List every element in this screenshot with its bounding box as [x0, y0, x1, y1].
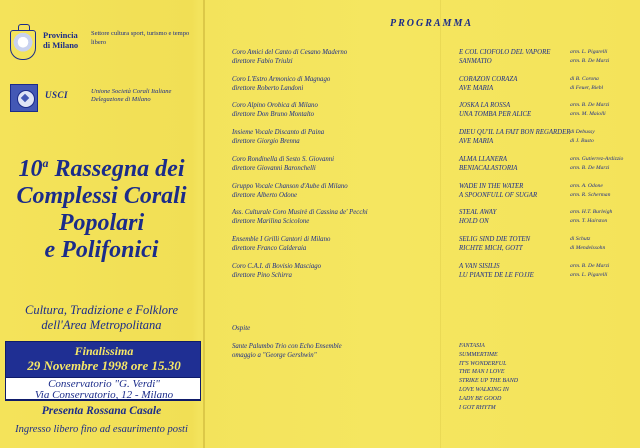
choir-name-line: [232, 262, 437, 271]
song-arranger: arm. Gutierrez-Ardizzio: [570, 155, 624, 162]
song-title: SANMATIO: [459, 58, 492, 65]
event-title: [0, 150, 203, 264]
usci-logo-icon: [10, 84, 38, 112]
song-arranger: arm. T. Hairston: [570, 218, 608, 225]
choir-director: direttore Fabio Triulzi: [232, 58, 293, 65]
choir-director: direttore Marilina Scicolone: [232, 218, 310, 226]
choir-songs: [459, 101, 634, 119]
song-row: [459, 155, 634, 164]
subtitle-line-2: dell'Area Metropolitana: [41, 318, 162, 332]
choir-place: di Bovisio Masciago: [263, 262, 322, 270]
song-arranger: arm. L. Pigarelli: [570, 49, 608, 55]
choir-name: Coro Rondinella: [232, 155, 278, 163]
song-title: BENIACALASTORIA: [459, 164, 518, 172]
ospite-label: Ospite: [232, 324, 251, 332]
cover-panel: [0, 0, 203, 448]
choir-entry: [232, 128, 437, 146]
song-row: [459, 262, 634, 271]
admission-note: Ingresso libero fino ad esaurimento posti: [15, 424, 188, 435]
song-arranger: di Mendelssohn: [570, 244, 606, 251]
choir-director: direttore Pino Schirra: [232, 271, 292, 279]
fold-line: [203, 0, 205, 448]
title-line-2: Complessi Corali: [16, 183, 187, 209]
choir-place: di Cassina de' Pecchi: [307, 209, 368, 217]
choir-name: Ass. Culturale Coro Musirè: [232, 209, 308, 217]
choir-director: direttore Giorgio Brenna: [232, 138, 300, 146]
choir-name: Ensemble I Grilli Cantori: [232, 235, 303, 243]
song-arranger: di B. Corona: [570, 75, 599, 82]
song-arranger: di Debussy: [570, 129, 595, 136]
title-line-4: e Polifonici: [44, 237, 159, 263]
choir-songs: [459, 208, 634, 226]
song-row: [459, 182, 634, 191]
choir-name-line: [232, 101, 437, 110]
choir-name: Gruppo Vocale Chanson d'Aube: [232, 182, 320, 190]
choir-name-line: [232, 182, 437, 191]
gershwin-song: THE MAN I LOVE: [459, 369, 505, 376]
song-title: A VAN SISILIS: [459, 262, 500, 270]
provincia-crest-icon: [10, 30, 36, 60]
song-row: [459, 48, 634, 57]
choir-entry: [232, 262, 437, 280]
programma-heading: PROGRAMMA: [390, 18, 474, 29]
song-row: [459, 191, 634, 200]
song-arranger: di J. Busto: [570, 138, 594, 145]
choir-place: di Milano: [319, 182, 348, 190]
song-title: AVE MARIA: [459, 84, 494, 92]
venue-box: [5, 377, 201, 400]
choir-place: di Milano: [289, 102, 318, 110]
song-row: [459, 84, 634, 93]
song-arranger: arm. B. De Marzi: [570, 58, 610, 64]
provincia-name: Provincia di Milano: [43, 30, 79, 50]
song-title: JOSKA LA ROSSA: [459, 102, 511, 110]
song-arranger: arm. R. Scherman: [570, 191, 611, 198]
choir-name-line: [232, 48, 437, 57]
song-row: [459, 217, 634, 226]
choir-name-line: [232, 208, 437, 217]
choir-entry: [232, 48, 437, 66]
song-title: RICHTE MICH, GOTT: [459, 244, 523, 252]
song-arranger: arm. M. Maiolli: [570, 111, 606, 118]
gershwin-song: SUMMERTIME: [459, 351, 498, 358]
song-row: [459, 137, 634, 146]
title-line-1: Rassegna dei: [48, 156, 185, 182]
gershwin-song: LOVE WALKING IN: [459, 386, 509, 393]
song-title: LU PIANTE DE LE FOJJE: [459, 271, 534, 279]
song-row: [459, 208, 634, 217]
usci-acronym: USCI: [45, 90, 69, 100]
choir-name-line: [232, 128, 437, 137]
choir-place: di Paina: [299, 129, 325, 137]
choir-songs: [459, 155, 634, 173]
choir-place: di Sesto S. Giovanni: [277, 155, 335, 163]
choir-director: direttore Roberto Landoni: [232, 84, 304, 92]
song-row: [459, 164, 634, 173]
choir-name: Coro C.A.I.: [232, 262, 264, 270]
title-number: 10: [18, 156, 43, 182]
finalissima-label: Finalissima: [74, 344, 134, 358]
choir-songs: [459, 262, 634, 280]
song-title: AVE MARIA: [459, 138, 494, 146]
ospite-line-2: omaggio a "George Gershwin": [232, 352, 317, 359]
gershwin-song: LADY BE GOOD: [459, 395, 502, 402]
choir-songs: [459, 128, 634, 146]
song-arranger: arm. A. Odone: [570, 182, 603, 189]
song-title: ALMA LLANERA: [459, 155, 508, 163]
song-arranger: di Schutz: [570, 235, 591, 242]
usci-description: Unione Società Corali Italiane Delegazione di Milano: [91, 88, 172, 103]
fold-line: [440, 0, 441, 448]
song-row: [459, 75, 634, 84]
song-arranger: arm. L. Pigarelli: [570, 271, 608, 278]
presenter: Presenta Rossana Casale: [41, 405, 162, 417]
song-title: CORAZON CORAZA: [459, 75, 518, 83]
choir-songs: [459, 75, 634, 93]
choir-name: Coro L'Estro Armonico: [232, 75, 296, 83]
song-row: [459, 110, 634, 119]
choir-place: di Milano: [302, 235, 331, 243]
event-date-time: 29 Novembre 1998 ore 15.30: [27, 358, 181, 373]
song-title: HOLD ON: [459, 218, 489, 226]
song-title: WADE IN THE WATER: [459, 182, 524, 190]
gershwin-song: IT'S WONDERFUL: [459, 360, 507, 367]
song-row: [459, 128, 634, 137]
song-title: DIEU QU'IL LA FAIT BON REGARDER: [459, 129, 571, 137]
choir-entry: [232, 235, 437, 253]
choir-name-line: [232, 235, 437, 244]
ospite-line-1: Sante Palumbo Trio con Echo Ensemble: [232, 343, 342, 350]
choir-entry: [232, 155, 437, 173]
provincia-sector: Settore cultura sport, turismo e tempo libero: [91, 30, 190, 46]
choir-director: direttore Don Bruno Montalto: [232, 111, 314, 119]
song-title: E COL CIOFOLO DEL VAPORE: [459, 49, 551, 56]
gershwin-song: STRIKE UP THE BAND: [459, 378, 519, 385]
choir-director: direttore Alberto Odone: [232, 191, 298, 199]
subtitle-line-1: Cultura, Tradizione e Folklore: [24, 303, 178, 317]
gershwin-song: FANTASIA: [459, 343, 485, 349]
choir-entry: [232, 101, 437, 119]
song-title: A SPOONFULL OF SUGAR: [459, 191, 538, 199]
choir-songs: [459, 235, 634, 253]
title-ordinal: a: [42, 156, 49, 170]
song-title: SELIG SIND DIE TOTEN: [459, 235, 531, 243]
choir-name: Coro Amici del Canto: [232, 49, 292, 56]
choir-entry: [232, 208, 437, 226]
song-arranger: arm. B. De Marzi: [570, 102, 610, 109]
song-arranger: arm. B. De Marzi: [570, 164, 610, 171]
song-row: [459, 235, 634, 244]
choir-director: direttore Franco Calderaia: [232, 244, 307, 252]
gershwin-song: I GOT RHYTM: [459, 404, 496, 411]
title-line-3: Popolari: [58, 210, 145, 236]
choir-name-line: [232, 155, 437, 164]
event-subtitle: [0, 303, 203, 333]
ospite-entry: [232, 342, 342, 360]
choir-songs: [459, 182, 634, 200]
song-row: [459, 101, 634, 110]
choir-place: di Cesano Maderno: [291, 49, 348, 56]
song-arranger: di Feuer, Biebl: [570, 84, 604, 91]
song-row: [459, 57, 634, 66]
venue-name: Conservatorio "G. Verdi": [48, 378, 160, 390]
song-title: STEAL AWAY: [459, 209, 497, 217]
choir-name: Coro Alpino Orobica: [232, 102, 290, 110]
song-title: UNA TOMBA PER ALICE: [459, 111, 532, 119]
choir-entry: [232, 75, 437, 93]
choir-name: Insieme Vocale Discanto: [232, 129, 300, 137]
song-row: [459, 244, 634, 253]
venue-address: Via Conservatorio, 12 - Milano: [34, 389, 174, 401]
choir-place: di Magnago: [295, 75, 331, 83]
choir-songs: [459, 48, 634, 66]
song-arranger: arm. B. De Marzi: [570, 262, 610, 269]
choir-name-line: [232, 75, 437, 84]
choir-director: direttore Giovanni Baronchelli: [232, 164, 316, 172]
song-arranger: arm. H.T. Burleigh: [570, 209, 613, 216]
choir-entry: [232, 182, 437, 200]
song-row: [459, 271, 634, 280]
gershwin-song-list: [459, 342, 634, 412]
